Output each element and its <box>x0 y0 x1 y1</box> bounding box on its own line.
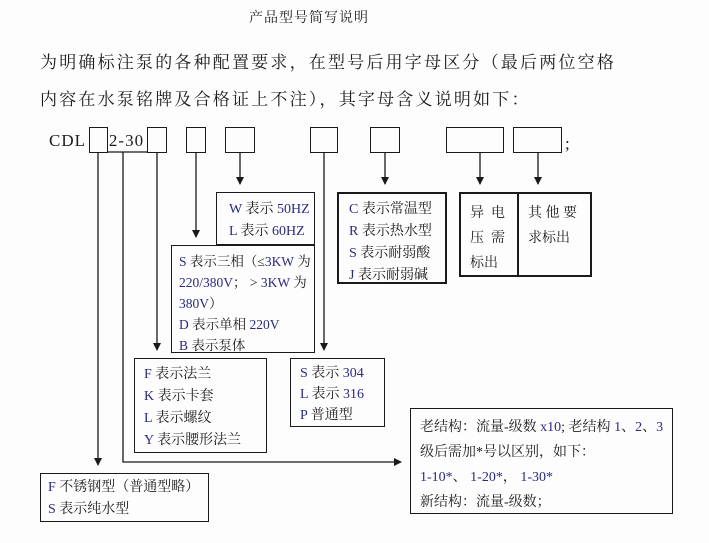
callout-other-note <box>517 192 592 277</box>
callout-connection <box>134 358 267 453</box>
model-terminator: ; <box>565 134 571 153</box>
model-flow-stage: 2-30 <box>108 131 145 150</box>
model-prefix: CDL <box>49 131 86 150</box>
text-line: L 表示 316 <box>300 387 365 402</box>
model-box-6 <box>370 127 400 153</box>
text-line: 求标出 <box>528 231 570 246</box>
callout-material-grade <box>290 358 385 427</box>
text-line: F 不锈钢型（普通型略） <box>48 480 200 495</box>
text-line: P 普通型 <box>300 408 353 423</box>
callout-pump-type <box>40 473 209 522</box>
text-line: 新结构：流量-级数； <box>420 495 551 510</box>
model-box-8 <box>513 127 562 153</box>
callout-voltage-note <box>459 192 519 277</box>
text-line: 其 他 要 <box>528 206 577 221</box>
callout-temperature <box>337 192 447 284</box>
callout-structure <box>410 408 673 514</box>
text-line: W 表示 50HZ <box>229 202 310 217</box>
text-line: S 表示耐弱酸 <box>349 246 431 261</box>
model-box-3 <box>186 127 206 153</box>
text-line: R 表示热水型 <box>349 224 432 239</box>
callout-phase <box>171 245 315 353</box>
text-line: S 表示三相（≤3KW 为 <box>179 254 311 269</box>
text-line: 级后需加*号以区别，如下： <box>420 445 595 460</box>
text-line: D 表示单相 220V <box>179 317 280 332</box>
text-line: 老结构：流量-级数 x10; 老结构 1、2、3 <box>420 420 664 435</box>
page-title: 产品型号简写说明 <box>249 11 369 26</box>
text-line: 1-10*、 1-20*， 1-30* <box>420 470 554 485</box>
callout-frequency <box>216 192 315 245</box>
intro-line-1: 为明确标注泵的各种配置要求，在型号后用字母区分（最后两位空格 <box>40 53 616 72</box>
text-line: Y 表示腰形法兰 <box>144 433 242 448</box>
text-line: S 表示纯水型 <box>48 502 130 517</box>
text-line: S 表示 304 <box>300 366 364 381</box>
model-box-7 <box>446 127 504 153</box>
text-line: 220/380V； > 3KW 为 <box>179 275 307 290</box>
model-box-5 <box>310 127 338 153</box>
model-box-2 <box>147 127 167 153</box>
text-line: 压 需 <box>470 231 505 246</box>
text-line: L 表示螺纹 <box>144 411 212 426</box>
text-line: 标出 <box>470 256 498 271</box>
text-line: J 表示耐弱碱 <box>349 268 428 283</box>
text-line: 异 电 <box>470 206 505 221</box>
text-line: B 表示泵体 <box>179 338 246 353</box>
model-box-4 <box>225 127 255 153</box>
text-line: 380V） <box>179 296 223 311</box>
text-line: K 表示卡套 <box>144 389 214 404</box>
intro-line-2: 内容在水泵铭牌及合格证上不注），其字母含义说明如下： <box>40 90 531 109</box>
text-line: L 表示 60HZ <box>229 224 305 239</box>
text-line: F 表示法兰 <box>144 367 212 382</box>
text-line: C 表示常温型 <box>349 202 432 217</box>
